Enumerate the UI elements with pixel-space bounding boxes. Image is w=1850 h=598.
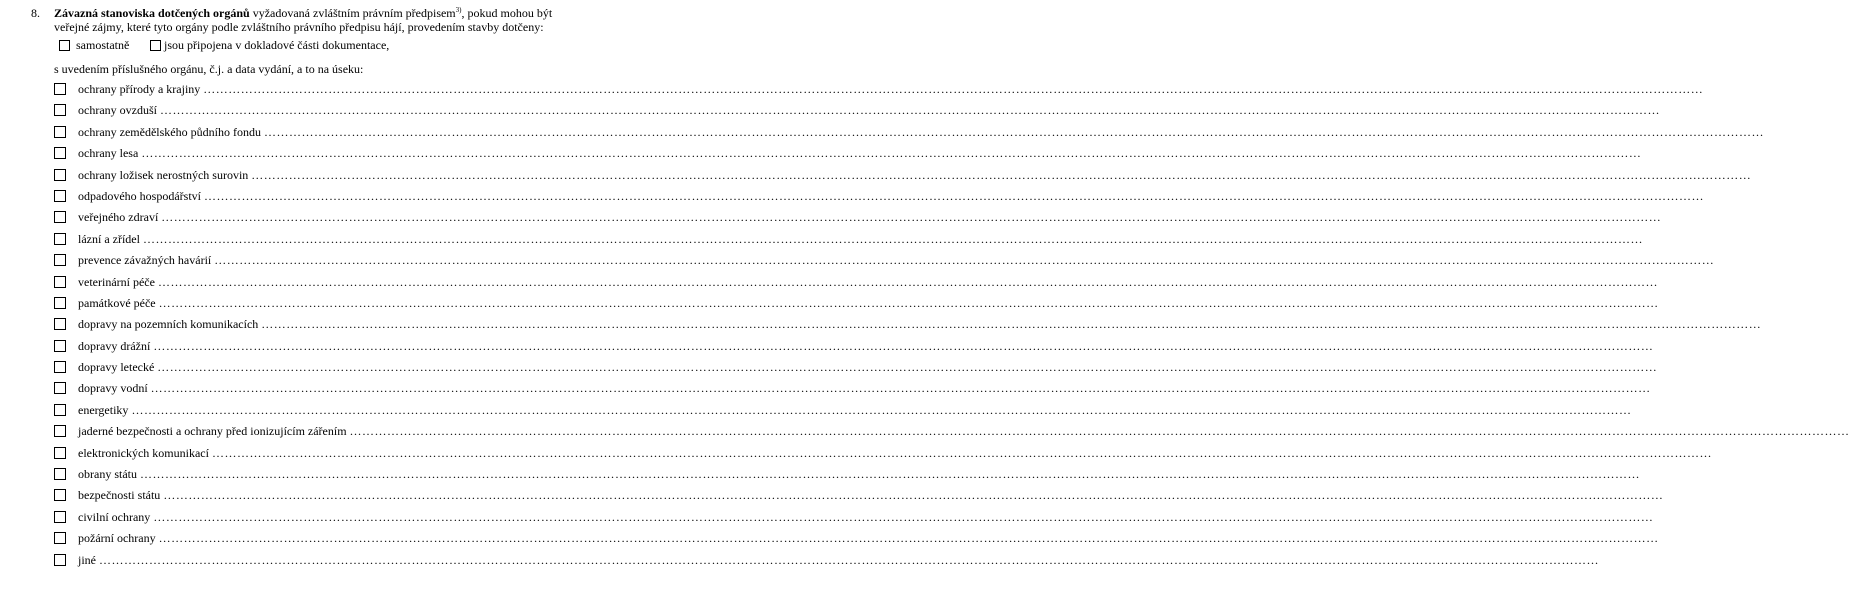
item-checkbox[interactable] xyxy=(54,126,66,138)
item-label: ochrany ovzduší xyxy=(78,103,157,118)
item-label: veřejného zdraví xyxy=(78,210,159,225)
item-label: požární ochrany xyxy=(78,531,156,546)
item-fill-line[interactable] xyxy=(78,317,1762,332)
item-checkbox[interactable] xyxy=(54,211,66,223)
item-checkbox[interactable] xyxy=(54,489,66,501)
dotted-leader: ……………………………………………………………………………………………………………………………………………………………………………………………………………………………………………………………………………………………………………………………… xyxy=(349,424,1850,439)
footnote-ref: 3) xyxy=(455,6,462,14)
dotted-leader: ……………………………………………………………………………………………………………………………………………………………………………………………………………………………………………………………………………………………………………………………… xyxy=(140,467,1640,482)
authority-item xyxy=(52,251,1715,272)
item-label: dopravy letecké xyxy=(78,360,155,375)
item-fill-line[interactable] xyxy=(78,381,1651,396)
dotted-leader: ……………………………………………………………………………………………………………………………………………………………………………………………………………………………………………………………………………………………………………………………… xyxy=(163,488,1664,503)
authority-item xyxy=(52,529,1659,550)
authority-item xyxy=(52,508,1654,529)
item-fill-line[interactable] xyxy=(78,231,1643,247)
dotted-leader: ……………………………………………………………………………………………………………………………………………………………………………………………………………………………………………………………………………………………………………………………… xyxy=(131,402,1632,417)
item-fill-line[interactable] xyxy=(78,253,1715,268)
authority-item xyxy=(52,337,1654,358)
item-label: elektronických komunikací xyxy=(78,445,209,460)
item-label: dopravy na pozemních komunikacích xyxy=(78,317,259,332)
item-checkbox[interactable] xyxy=(54,104,66,116)
authority-item xyxy=(52,444,1712,465)
dotted-leader: ……………………………………………………………………………………………………………………………………………………………………………………………………………………………………………………………………………………………………………………………… xyxy=(161,210,1662,225)
item-checkbox[interactable] xyxy=(54,83,66,95)
item-checkbox[interactable] xyxy=(54,404,66,416)
authority-item xyxy=(52,294,1659,315)
item-label: dopravy drážní xyxy=(78,338,151,353)
item-fill-line[interactable] xyxy=(78,210,1662,225)
item-fill-line[interactable] xyxy=(78,82,1704,97)
dotted-leader: ……………………………………………………………………………………………………………………………………………………………………………………………………………………………………………………………………………………………………………………………… xyxy=(211,445,1712,460)
dotted-leader: ……………………………………………………………………………………………………………………………………………………………………………………………………………………………………………………………………………………………………………………………… xyxy=(251,167,1752,182)
authority-item xyxy=(52,123,1764,144)
authority-item xyxy=(52,486,1664,507)
item-fill-line[interactable] xyxy=(78,424,1850,439)
choice-standalone[interactable] xyxy=(59,38,129,52)
item-fill-line[interactable] xyxy=(78,445,1712,461)
item-fill-line[interactable] xyxy=(78,402,1632,418)
authority-item xyxy=(52,273,1658,294)
item-fill-line[interactable] xyxy=(78,103,1660,118)
dotted-leader: ……………………………………………………………………………………………………………………………………………………………………………………………………………………………………………………………………………………………………………………………… xyxy=(153,338,1654,353)
dotted-leader: ……………………………………………………………………………………………………………………………………………………………………………………………………………………………………………………………………………………………………………………………… xyxy=(157,274,1658,289)
item-label: ochrany ložisek nerostných surovin xyxy=(78,167,249,182)
item-checkbox[interactable] xyxy=(54,447,66,459)
item-fill-line[interactable] xyxy=(78,146,1642,161)
item-label: odpadového hospodářství xyxy=(78,188,201,203)
dotted-leader: ……………………………………………………………………………………………………………………………………………………………………………………………………………………………………………………………………………………………………………………………… xyxy=(159,103,1660,118)
authority-item xyxy=(52,101,1660,122)
authority-item xyxy=(52,551,1599,572)
item-label: ochrany zemědělského půdního fondu xyxy=(78,124,261,139)
authority-item xyxy=(52,401,1632,422)
item-checkbox[interactable] xyxy=(54,511,66,523)
authority-item xyxy=(52,379,1651,400)
item-label: lázní a zřídel xyxy=(78,231,140,246)
dotted-leader: ……………………………………………………………………………………………………………………………………………………………………………………………………………………………………………………………………………………………………………………………… xyxy=(203,188,1704,203)
item-label: památkové péče xyxy=(78,295,156,310)
intro-text: s uvedením příslušného orgánu, č.j. a data vydání, a to na úseku: xyxy=(54,62,364,76)
checkbox-standalone[interactable] xyxy=(59,40,70,51)
authority-item xyxy=(52,315,1762,336)
item-checkbox[interactable] xyxy=(54,276,66,288)
item-fill-line[interactable] xyxy=(78,531,1659,546)
authority-item xyxy=(52,144,1642,165)
item-checkbox[interactable] xyxy=(54,554,66,566)
section-heading-line2: veřejné zájmy, které tyto orgány podle zvláštního právního předpisu hájí, provedením stavby dotčeny: xyxy=(54,20,544,34)
item-fill-line[interactable] xyxy=(78,124,1764,140)
dotted-leader: ……………………………………………………………………………………………………………………………………………………………………………………………………………………………………………………………………………………………………………………………… xyxy=(261,317,1762,332)
item-fill-line[interactable] xyxy=(78,338,1654,354)
item-label: jaderné bezpečnosti a ochrany před ionizujícím zářením xyxy=(78,424,347,439)
dotted-leader: ……………………………………………………………………………………………………………………………………………………………………………………………………………………………………………………………………………………………………………………………… xyxy=(157,360,1658,375)
item-checkbox[interactable] xyxy=(54,361,66,373)
authority-item xyxy=(52,80,1704,101)
section-number: 8. xyxy=(31,6,40,20)
dotted-leader: ……………………………………………………………………………………………………………………………………………………………………………………………………………………………………………………………………………………………………………………………… xyxy=(263,124,1764,139)
item-fill-line[interactable] xyxy=(78,552,1599,568)
item-checkbox[interactable] xyxy=(54,297,66,309)
item-fill-line[interactable] xyxy=(78,488,1664,503)
item-label: ochrany přírody a krajiny xyxy=(78,82,201,96)
item-fill-line[interactable] xyxy=(78,167,1752,183)
authority-item xyxy=(52,208,1662,229)
dotted-leader: ……………………………………………………………………………………………………………………………………………………………………………………………………………………………………………………………………………………………………………………………… xyxy=(142,231,1643,246)
item-checkbox[interactable] xyxy=(54,233,66,245)
authority-item xyxy=(52,422,1850,443)
item-checkbox[interactable] xyxy=(54,169,66,181)
authority-item xyxy=(52,230,1643,251)
section-title-rest: vyžadovaná zvláštním právním předpisem xyxy=(249,6,456,20)
dotted-leader: ……………………………………………………………………………………………………………………………………………………………………………………………………………………………………………………………………………………………………………………………… xyxy=(141,146,1642,161)
item-fill-line[interactable] xyxy=(78,188,1704,204)
section-heading-line1 xyxy=(54,6,622,21)
item-label: bezpečnosti státu xyxy=(78,488,161,503)
item-checkbox[interactable] xyxy=(54,254,66,266)
item-label: jiné xyxy=(78,552,96,567)
item-fill-line[interactable] xyxy=(78,467,1640,482)
dotted-leader: ……………………………………………………………………………………………………………………………………………………………………………………………………………………………………………………………………………………………………………………………… xyxy=(158,531,1659,546)
item-fill-line[interactable] xyxy=(78,360,1658,375)
item-label: civilní ochrany xyxy=(78,509,151,524)
authority-item xyxy=(52,358,1658,379)
checkbox-attached[interactable] xyxy=(150,40,161,51)
item-checkbox[interactable] xyxy=(54,340,66,352)
dotted-leader: ……………………………………………………………………………………………………………………………………………………………………………………………………………………………………………………………………………………………………………………………… xyxy=(158,295,1659,310)
authority-item xyxy=(52,187,1704,208)
item-label: energetiky xyxy=(78,402,129,417)
authority-list xyxy=(52,80,1850,572)
dotted-leader: ……………………………………………………………………………………………………………………………………………………………………………………………………………………………………………………………………………………………………………………………… xyxy=(99,552,1599,567)
dotted-leader: ……………………………………………………………………………………………………………………………………………………………………………………………………………………………………………………………………………………………………………………………… xyxy=(214,253,1715,268)
item-checkbox[interactable] xyxy=(54,147,66,159)
item-label: dopravy vodní xyxy=(78,381,148,396)
item-checkbox[interactable] xyxy=(54,532,66,544)
item-checkbox[interactable] xyxy=(54,425,66,437)
choice-attached-label: jsou připojena v dokladové části dokumentace, xyxy=(164,37,390,52)
item-checkbox[interactable] xyxy=(54,318,66,330)
item-label: obrany státu xyxy=(78,467,137,482)
item-label: ochrany lesa xyxy=(78,146,139,161)
dotted-leader: ……………………………………………………………………………………………………………………………………………………………………………………………………………………………………………………………………………………………………………………………… xyxy=(150,381,1651,396)
item-checkbox[interactable] xyxy=(54,468,66,480)
item-label: veterinární péče xyxy=(78,274,155,289)
item-fill-line[interactable] xyxy=(78,509,1654,525)
item-fill-line[interactable] xyxy=(78,274,1658,290)
authority-item xyxy=(52,166,1752,187)
authority-item xyxy=(52,465,1640,486)
item-label: prevence závažných havárií xyxy=(78,253,212,268)
choice-attached[interactable] xyxy=(150,38,389,52)
item-checkbox[interactable] xyxy=(54,190,66,202)
section-line1-tail: , pokud mohou být xyxy=(461,6,553,20)
item-fill-line[interactable] xyxy=(78,295,1659,311)
section-title: Závazná stanoviska dotčených orgánů xyxy=(54,6,250,20)
choice-standalone-label: samostatně xyxy=(76,37,130,52)
dotted-leader: ……………………………………………………………………………………………………………………………………………………………………………………………………………………………………………………………………………………………………………………………… xyxy=(203,82,1704,96)
dotted-leader: ……………………………………………………………………………………………………………………………………………………………………………………………………………………………………………………………………………………………………………………………… xyxy=(153,509,1654,524)
item-checkbox[interactable] xyxy=(54,382,66,394)
